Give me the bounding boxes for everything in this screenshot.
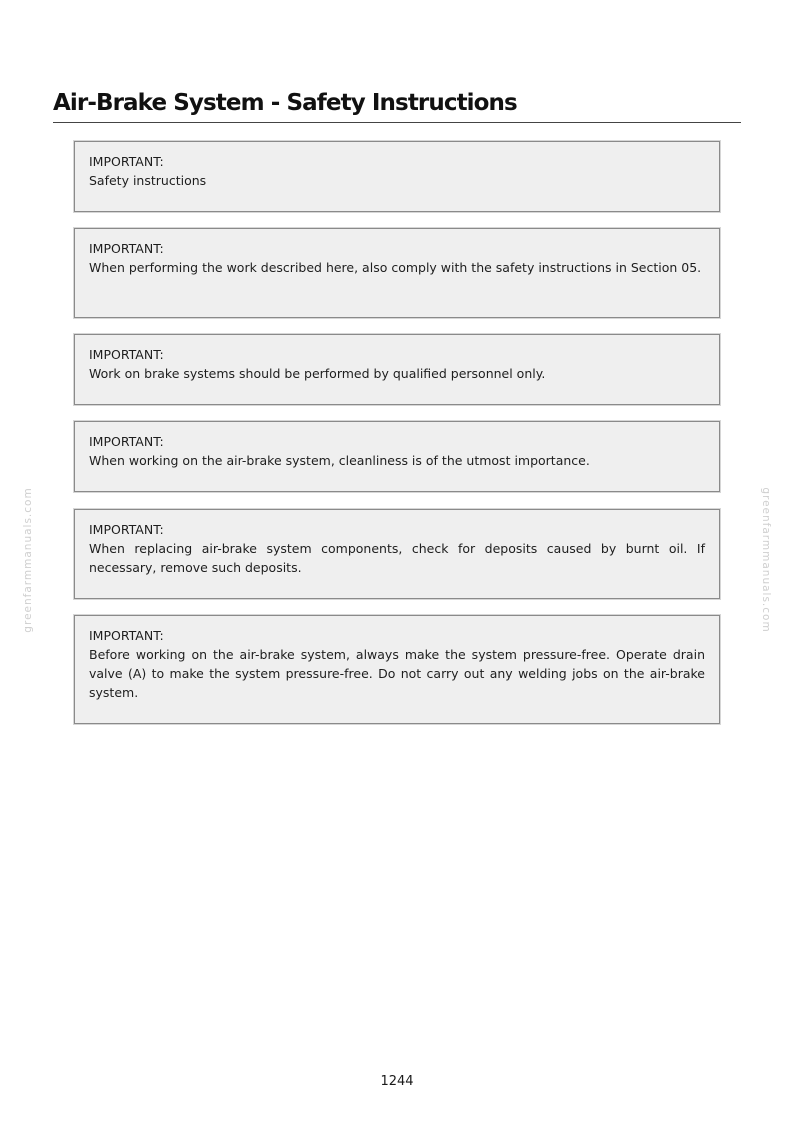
notice-text: When performing the work described here, also comply with the safety instructions in Section 05. [89,260,702,275]
notice-text: When replacing air-brake system components, check for deposits caused by burnt oil. If necessary, remove such deposits. [89,541,705,575]
important-notice-1 [74,141,720,212]
important-notice-3 [74,334,720,405]
important-notice-4 [74,421,720,492]
notice-label: IMPORTANT: [89,522,164,537]
notice-text: Safety instructions [89,173,207,188]
title-divider [53,122,741,123]
notice-text: Before working on the air-brake system, always make the system pressure-free. Operate drain valve (A) to make the system pressure-free. Do not carry out any welding jobs on the air-brake system. [89,647,705,700]
notice-label: IMPORTANT: [89,241,164,256]
notice-label: IMPORTANT: [89,628,164,643]
important-notice-6 [74,615,720,724]
notice-text: When working on the air-brake system, cleanliness is of the utmost importance. [89,453,590,468]
notice-label: IMPORTANT: [89,347,164,362]
page-number: 1244 [380,1074,414,1089]
watermark-left: greenfarmmanuals.com [22,487,34,633]
important-notice-2 [74,228,720,318]
page-title: Air-Brake System - Safety Instructions [53,90,517,116]
notice-text: Work on brake systems should be performed by qualified personnel only. [89,366,546,381]
notice-label: IMPORTANT: [89,154,164,169]
watermark-right: greenfarmmanuals.com [760,487,772,633]
important-notice-5 [74,509,720,599]
notice-label: IMPORTANT: [89,434,164,449]
